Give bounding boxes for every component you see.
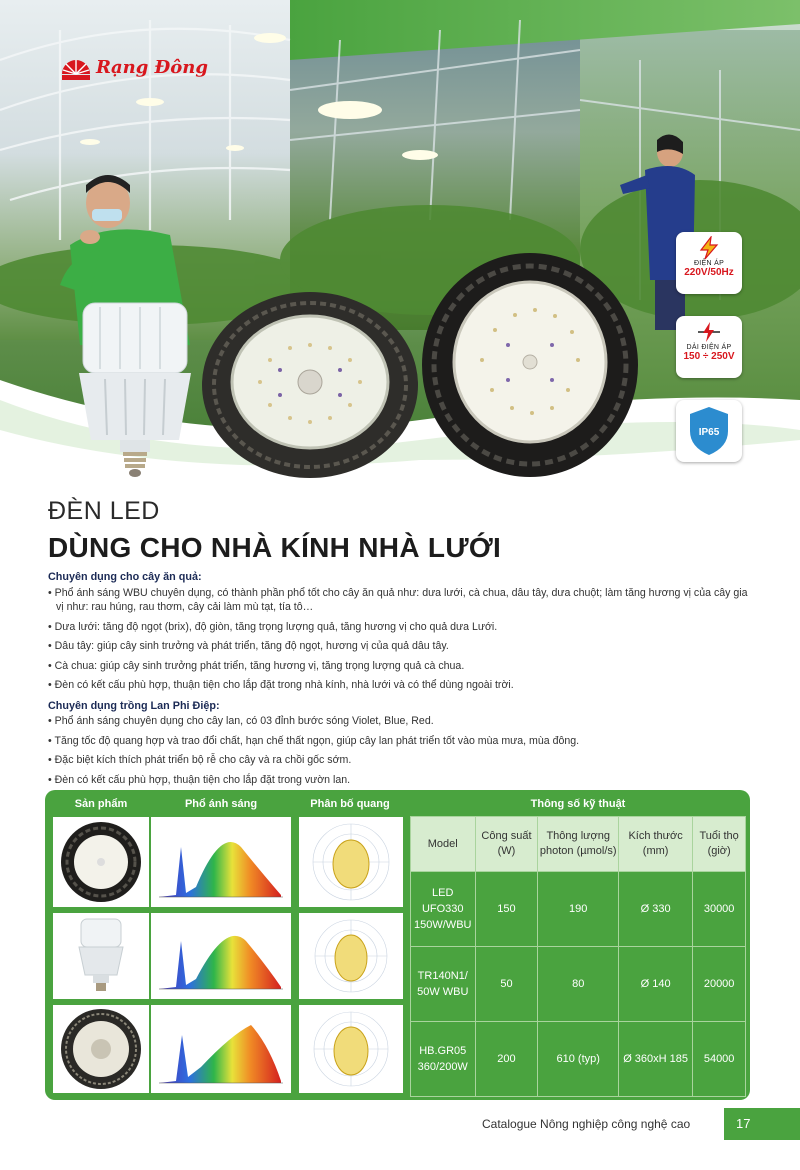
polar-diagram-icon bbox=[299, 1005, 403, 1093]
shield-icon bbox=[686, 405, 732, 457]
distribution-chart-3 bbox=[299, 1005, 403, 1093]
cell-flux: 610 (typ) bbox=[538, 1022, 619, 1097]
product-image-hb-gr05 bbox=[53, 1005, 149, 1093]
header-specs: Thông số kỹ thuật bbox=[530, 798, 626, 810]
sunrise-logo-icon bbox=[60, 52, 92, 82]
voltage-range-badge bbox=[676, 316, 742, 378]
distribution-chart-2 bbox=[299, 913, 403, 999]
ufo-lamp-image-1 bbox=[200, 290, 420, 480]
spectrum-graph-icon bbox=[151, 817, 291, 907]
list-item: • Phổ ánh sáng WBU chuyên dụng, có thành phần phổ tốt cho cây ăn quả như: dưa lưới, cà chua, dâu tây, dưa chuột; làm tăng hương vị của cây gia vị như: rau húng, rau thơm, cây cải làm mù tạt, tía tô… bbox=[48, 586, 748, 615]
list-item: • Dâu tây: giúp cây sinh trưởng và phát triển, tăng độ ngọt, hương vị của quả dâu tây. bbox=[48, 639, 748, 654]
hero-photo bbox=[0, 0, 800, 490]
list-item: • Đặc biệt kích thích phát triển bộ rễ cho cây và ra chồi gốc sớm. bbox=[48, 753, 748, 768]
table-row bbox=[411, 872, 746, 947]
spectrum-chart-1 bbox=[151, 817, 291, 907]
voltage-badge bbox=[676, 232, 742, 294]
header-spectrum: Phổ ánh sáng bbox=[184, 798, 258, 810]
cell-life: 20000 bbox=[693, 947, 746, 1022]
list-item: • Đèn có kết cấu phù hợp, thuận tiện cho lắp đặt trong vườn lan. bbox=[48, 773, 748, 788]
polar-diagram-icon bbox=[299, 913, 403, 999]
highbay-lamp-thumbnail bbox=[53, 1005, 149, 1093]
section1-heading: Chuyên dụng cho cây ăn quả: bbox=[48, 571, 202, 583]
product-image-tr140 bbox=[53, 913, 149, 999]
voltage-range-value: 150 ÷ 250V bbox=[683, 351, 735, 362]
list-item: • Đèn có kết cấu phù hợp, thuận tiện cho lắp đặt trong nhà kính, nhà lưới và có thể dùng ngoài trời. bbox=[48, 678, 748, 693]
description bbox=[48, 570, 748, 792]
ip-rating-badge bbox=[676, 400, 742, 462]
cell-power: 50 bbox=[475, 947, 538, 1022]
cell-power: 200 bbox=[475, 1022, 538, 1097]
table-header-row bbox=[411, 817, 746, 872]
cell-model: LED UFO330 150W/WBU bbox=[411, 872, 476, 947]
spectrum-chart-2 bbox=[151, 913, 291, 999]
list-item: • Tăng tốc độ quang hợp và trao đổi chất, hạn chế thất ngọn, giúp cây lan phát triển tốt vào mùa mưa, mùa đông. bbox=[48, 734, 748, 749]
header-product: Sản phẩm bbox=[74, 798, 128, 810]
spectrum-graph-icon bbox=[151, 1005, 291, 1093]
cell-model: TR140N1/ 50W WBU bbox=[411, 947, 476, 1022]
plug-lightning-icon bbox=[696, 320, 722, 344]
lightning-icon bbox=[698, 236, 720, 260]
cell-flux: 190 bbox=[538, 872, 619, 947]
spec-table bbox=[410, 816, 746, 1097]
page-title-line1: ĐÈN LED bbox=[48, 497, 160, 525]
list-item: • Dưa lưới: tăng độ ngọt (brix), độ giòn, tăng trọng lượng quả, tăng hương vị cho quả dưa Lưới. bbox=[48, 620, 748, 635]
th-size: Kích thước (mm) bbox=[618, 817, 692, 872]
cell-life: 54000 bbox=[693, 1022, 746, 1097]
voltage-value: 220V/50Hz bbox=[684, 267, 734, 278]
bulb-lamp-image bbox=[75, 295, 195, 480]
ufo-lamp-image-2 bbox=[420, 250, 640, 480]
section1-list bbox=[48, 586, 748, 693]
th-life: Tuổi thọ (giờ) bbox=[693, 817, 746, 872]
ufo-lamp-thumbnail bbox=[53, 817, 149, 907]
section2-list bbox=[48, 714, 748, 787]
polar-diagram-icon bbox=[299, 817, 403, 907]
voltage-range-label: DẢI ĐIỆN ÁP bbox=[686, 344, 732, 351]
bulb-lamp-thumbnail bbox=[53, 913, 149, 999]
spectrum-graph-icon bbox=[151, 913, 291, 999]
distribution-chart-1 bbox=[299, 817, 403, 907]
list-item: • Phổ ánh sáng chuyên dụng cho cây lan, có 03 đỉnh bước sóng Violet, Blue, Red. bbox=[48, 714, 748, 729]
cell-life: 30000 bbox=[693, 872, 746, 947]
brand-name: Rạng Đông bbox=[96, 56, 208, 78]
header-distribution: Phân bố quang bbox=[310, 798, 390, 810]
cell-size: Ø 360xH 185 bbox=[618, 1022, 692, 1097]
th-power: Công suất (W) bbox=[475, 817, 538, 872]
table-row bbox=[411, 947, 746, 1022]
spectrum-chart-3 bbox=[151, 1005, 291, 1093]
cell-size: Ø 140 bbox=[618, 947, 692, 1022]
list-item: • Cà chua: giúp cây sinh trưởng phát triển, tăng hương vị, tăng trọng lượng quả cà chua. bbox=[48, 659, 748, 674]
cell-flux: 80 bbox=[538, 947, 619, 1022]
product-image-ufo330 bbox=[53, 817, 149, 907]
table-row bbox=[411, 1022, 746, 1097]
brand-logo bbox=[60, 52, 208, 82]
footer-catalogue-title: Catalogue Nông nghiệp công nghệ cao bbox=[482, 1117, 691, 1131]
page-title-line2: DÙNG CHO NHÀ KÍNH NHÀ LƯỚI bbox=[48, 532, 502, 563]
section2-heading: Chuyên dụng trồng Lan Phi Điệp: bbox=[48, 699, 220, 712]
voltage-label: ĐIỆN ÁP bbox=[693, 260, 725, 267]
th-flux: Thông lượng photon (µmol/s) bbox=[538, 817, 619, 872]
cell-model: HB.GR05 360/200W bbox=[411, 1022, 476, 1097]
th-model: Model bbox=[411, 817, 476, 872]
page-number: 17 bbox=[724, 1108, 800, 1140]
ip-rating-text: IP65 bbox=[698, 427, 720, 438]
cell-size: Ø 330 bbox=[618, 872, 692, 947]
spec-panel bbox=[45, 790, 750, 1100]
cell-power: 150 bbox=[475, 872, 538, 947]
